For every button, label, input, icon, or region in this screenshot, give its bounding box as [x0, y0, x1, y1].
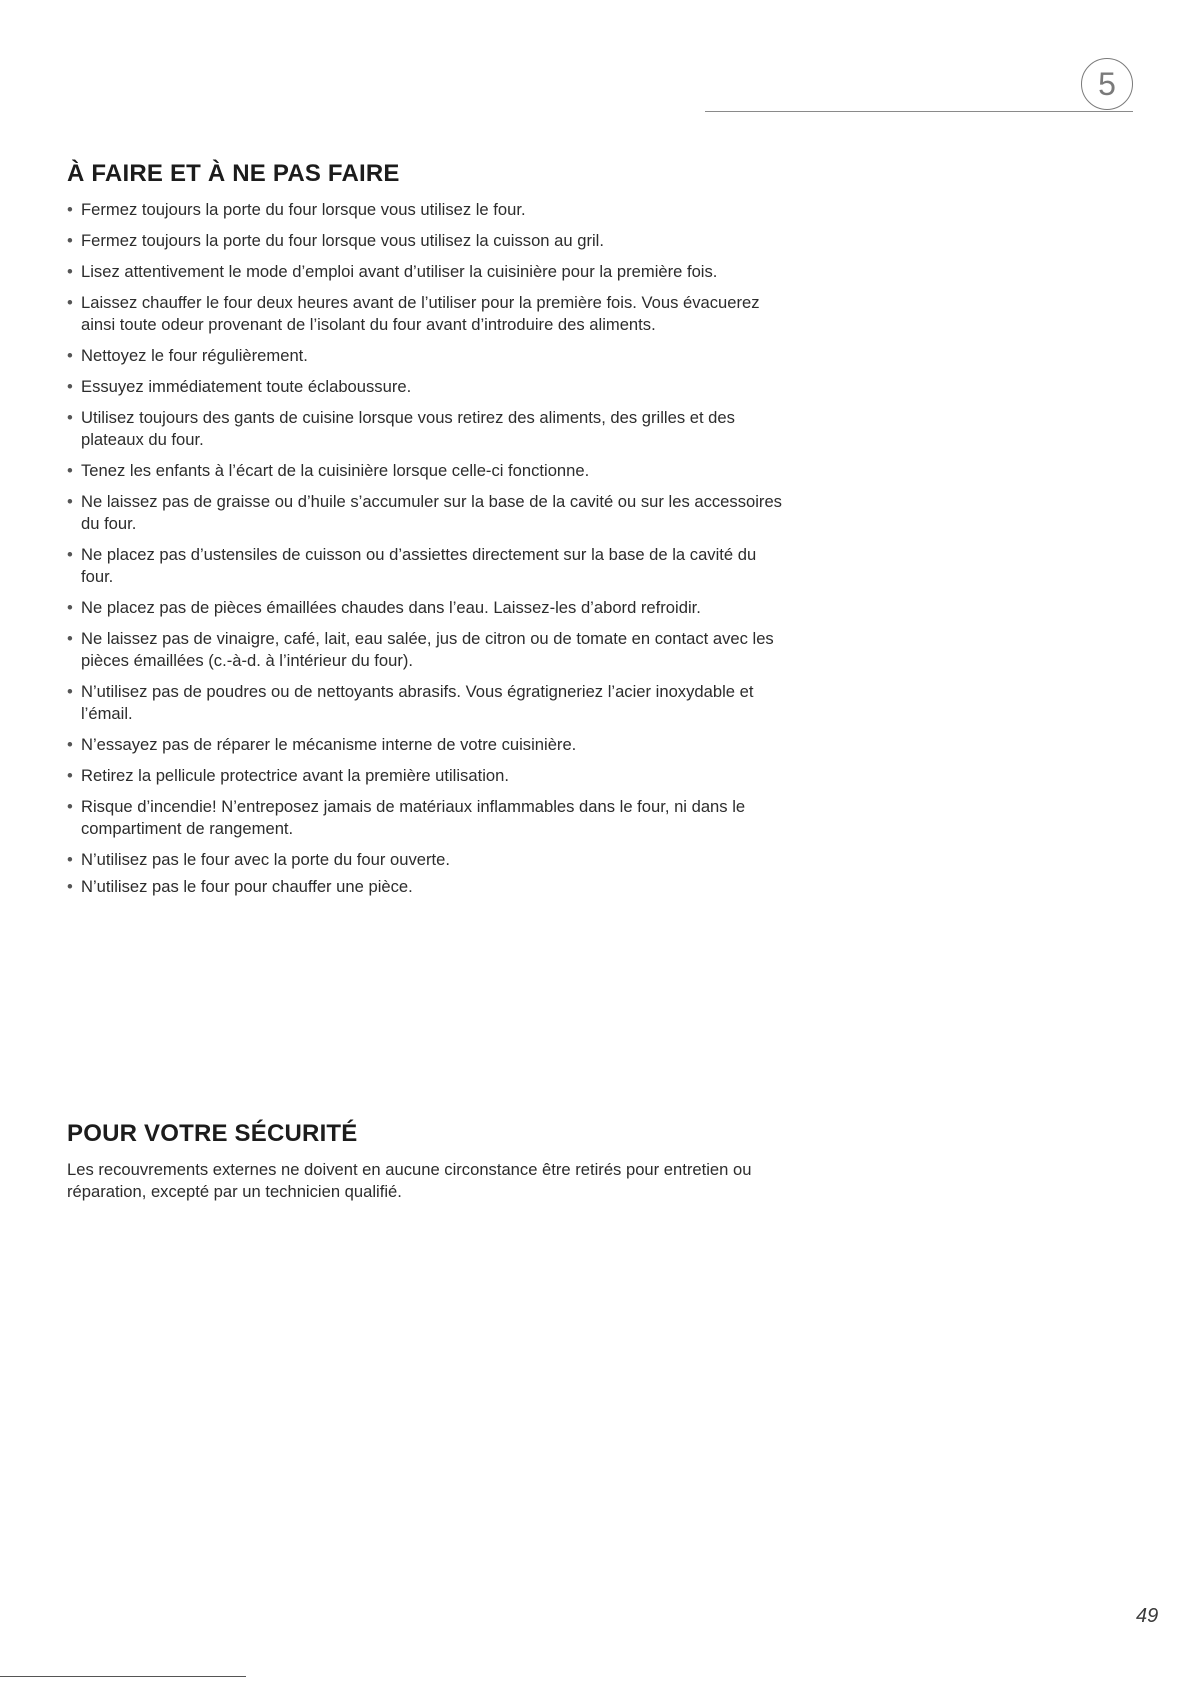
bullet-icon: •: [67, 766, 73, 785]
list-item: [67, 544, 787, 588]
list-item: [67, 345, 787, 367]
dos-donts-list: [67, 199, 787, 903]
list-item: [67, 681, 787, 725]
bullet-icon: •: [67, 293, 73, 312]
list-item-text: Risque d’incendie! N’entreposez jamais de matériaux inflammables dans le four, ni dans le compartiment de rangement.: [81, 797, 746, 838]
list-item-text: Retirez la pellicule protectrice avant la première utilisation.: [81, 766, 509, 785]
bullet-icon: •: [67, 408, 73, 427]
chapter-divider-line: [705, 111, 1133, 112]
list-item: [67, 407, 787, 451]
list-item: [67, 597, 787, 619]
list-item-text: Ne placez pas de pièces émaillées chaudes dans l’eau. Laissez-les d’abord refroidir.: [81, 598, 701, 617]
list-item-text: Ne laissez pas de graisse ou d’huile s’accumuler sur la base de la cavité ou sur les accessoires du four.: [81, 492, 782, 533]
list-item: [67, 491, 787, 535]
list-item-text: N’utilisez pas le four avec la porte du four ouverte.: [81, 850, 450, 869]
page-number: 49: [1136, 1605, 1159, 1627]
list-item-text: N’essayez pas de réparer le mécanisme interne de votre cuisinière.: [81, 735, 577, 754]
bullet-icon: •: [67, 346, 73, 365]
list-item-text: Lisez attentivement le mode d’emploi avant d’utiliser la cuisinière pour la première fois.: [81, 262, 718, 281]
bullet-icon: •: [67, 461, 73, 480]
list-item: [67, 292, 787, 336]
list-item-text: Ne laissez pas de vinaigre, café, lait, eau salée, jus de citron ou de tomate en contact avec les pièces émaillées (c.-à-d. à l’intérieur du four).: [81, 629, 774, 670]
bullet-icon: •: [67, 492, 73, 511]
bullet-icon: •: [67, 598, 73, 617]
list-item: [67, 261, 787, 283]
bullet-icon: •: [67, 877, 73, 896]
list-item-text: Essuyez immédiatement toute éclaboussure.: [81, 377, 412, 396]
list-item: [67, 876, 787, 898]
list-item-text: Utilisez toujours des gants de cuisine lorsque vous retirez des aliments, des grilles et des plateaux du four.: [81, 408, 735, 449]
list-item-text: Nettoyez le four régulièrement.: [81, 346, 308, 365]
bullet-icon: •: [67, 682, 73, 701]
bullet-icon: •: [67, 545, 73, 564]
list-item: [67, 199, 787, 221]
list-item: [67, 376, 787, 398]
bullet-icon: •: [67, 735, 73, 754]
safety-paragraph: Les recouvrements externes ne doivent en aucune circonstance être retirés pour entretien ou réparation, excepté par un technicien qualifié.: [67, 1160, 752, 1201]
footer-rule: [0, 1676, 246, 1677]
list-item-text: N’utilisez pas de poudres ou de nettoyants abrasifs. Vous égratigneriez l’acier inoxydable et l’émail.: [81, 682, 754, 723]
list-item-text: Ne placez pas d’ustensiles de cuisson ou d’assiettes directement sur la base de la cavité du four.: [81, 545, 757, 586]
list-item: [67, 628, 787, 672]
bullet-icon: •: [67, 797, 73, 816]
list-item-text: Tenez les enfants à l’écart de la cuisinière lorsque celle-ci fonctionne.: [81, 461, 590, 480]
list-item-text: Laissez chauffer le four deux heures avant de l’utiliser pour la première fois. Vous évacuerez ainsi toute odeur provenant de l’isolant du four avant d’introduire des aliments.: [81, 293, 760, 334]
section-heading-safety: POUR VOTRE SÉCURITÉ: [67, 1120, 358, 1147]
bullet-icon: •: [67, 377, 73, 396]
list-item: [67, 230, 787, 252]
bullet-icon: •: [67, 629, 73, 648]
list-item: [67, 796, 787, 840]
bullet-icon: •: [67, 850, 73, 869]
list-item: [67, 734, 787, 756]
list-item: [67, 765, 787, 787]
list-item: [67, 849, 787, 871]
section-heading-dos-donts: À FAIRE ET À NE PAS FAIRE: [67, 160, 400, 187]
bullet-icon: •: [67, 231, 73, 250]
list-item-text: Fermez toujours la porte du four lorsque vous utilisez la cuisson au gril.: [81, 231, 604, 250]
list-item-text: Fermez toujours la porte du four lorsque vous utilisez le four.: [81, 200, 526, 219]
bullet-icon: •: [67, 200, 73, 219]
list-item-text: N’utilisez pas le four pour chauffer une pièce.: [81, 877, 413, 896]
list-item: [67, 460, 787, 482]
chapter-number-badge: 5: [1081, 58, 1133, 110]
bullet-icon: •: [67, 262, 73, 281]
